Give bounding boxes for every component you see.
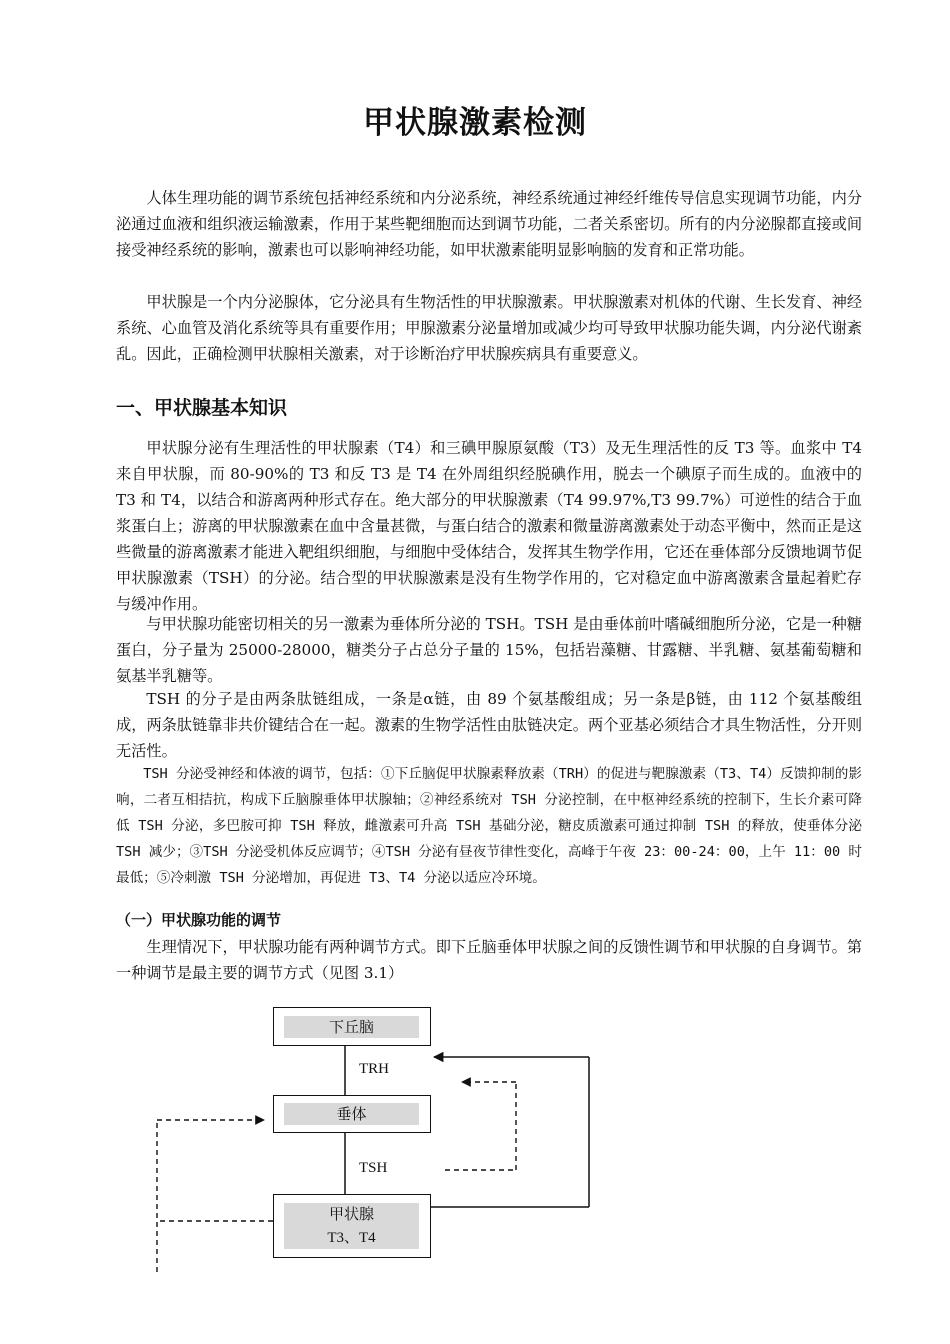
- thyroid-label: 甲状腺: [328, 1205, 374, 1223]
- section-heading: 一、甲状腺基本知识: [116, 397, 288, 419]
- pituitary-box: [273, 1095, 431, 1133]
- intro-paragraph-1: 人体生理功能的调节系统包括神经系统和内分泌系统，神经系统通过神经纤维传导信息实现调节功能，内分泌通过血液和组织液运输激素，作用于某些靶细胞而达到调节功能，二者关系密切。所有的内分泌腺都直接或间接受神经系统的影响，激素也可以影响神经功能，如甲状激素能明显影响脑的发育和正常功能。: [116, 189, 862, 259]
- pituitary-label: 垂体: [284, 1103, 419, 1125]
- subsection-heading: （一）甲状腺功能的调节: [116, 911, 282, 929]
- thyroid-hormones-label: T3、T4: [327, 1230, 376, 1246]
- thyroid-box: [273, 1194, 431, 1258]
- hypothalamus-box: [273, 1007, 431, 1046]
- body-paragraph-2: 与甲状腺功能密切相关的另一激素为垂体所分泌的 TSH。TSH 是由垂体前叶嗜碱细胞所分泌，它是一种糖蛋白，分子量为 25000-28000，糖类分子占总分子量的 15%，包括岩藻糖、甘露糖、半乳糖、氨基葡萄糖和氨基半乳糖等。: [116, 615, 862, 685]
- trh-label: TRH: [359, 1061, 389, 1077]
- hypothalamus-label: 下丘脑: [284, 1016, 419, 1038]
- subsection-paragraph: 生理情况下，甲状腺功能有两种调节方式。即下丘脑垂体甲状腺之间的反馈性调节和甲状腺的自身调节。第一种调节是最主要的调节方式（见图 3.1）: [116, 938, 862, 982]
- body-paragraph-1: 甲状腺分泌有生理活性的甲状腺素（T4）和三碘甲腺原氨酸（T3）及无生理活性的反 T3 等。血浆中 T4 来自甲状腺，而 80-90%的 T3 和反 T3 是 T4 在外周组织经脱碘作用，脱去一个碘原子而生成的。血液中的 T3 和 T4，以结合和游离两种形式存在。绝大部分的甲状腺激素（T4 99.97%,T3 99.7%）可逆性的结合于血浆蛋白上；游离的甲状腺激素在血中含量甚微，与蛋白结合的激素和微量游离激素处于动态平衡中，然而正是这些微量的游离激素才能进入靶组织细胞，与细胞中受体结合，发挥其生物学作用，它还在垂体部分反馈地调节促甲状腺激素（TSH）的分泌。结合型的甲状腺激素是没有生物学作用的，它对稳定血中游离激素含量起着贮存与缓冲作用。: [116, 439, 862, 613]
- tsh-label: TSH: [359, 1160, 388, 1176]
- body-paragraph-3: TSH 的分子是由两条肽链组成，一条是α链，由 89 个氨基酸组成；另一条是β链，由 112 个氨基酸组成，两条肽链靠非共价键结合在一起。激素的生物学活性由肽链决定。两个亚基必须结合才具生物活性，分开则无活性。: [116, 690, 862, 760]
- thyroid-content: [284, 1203, 419, 1249]
- body-paragraph-4: TSH 分泌受神经和体液的调节，包括：①下丘脑促甲状腺素释放素（TRH）的促进与靶腺激素（T3、T4）反馈抑制的影响，二者互相拮抗，构成下丘脑腺垂体甲状腺轴；②神经系统对 TSH 分泌控制，在中枢神经系统的控制下，生长介素可降低 TSH 分泌，多巴胺可抑 TSH 释放，雌激素可升高 TSH 基础分泌，糖皮质激素可通过抑制 TSH 的释放，使垂体分泌 TSH 减少；③TSH 分泌受机体反应调节；④TSH 分泌有昼夜节律性变化，高峰于午夜 23：00-24：00，上午 11：00 时最低；⑤冷刺激 TSH 分泌增加，再促进 T3、T4 分泌以适应冷环境。: [116, 766, 862, 886]
- intro-paragraph-2: 甲状腺是一个内分泌腺体，它分泌具有生物活性的甲状腺激素。甲状腺激素对机体的代谢、生长发育、神经系统、心血管及消化系统等具有重要作用；甲腺激素分泌量增加或减少均可导致甲状腺功能失调，内分泌代谢紊乱。因此，正确检测甲状腺相关激素，对于诊断治疗甲状腺疾病具有重要意义。: [116, 293, 862, 363]
- page-title: 甲状腺激素检测: [363, 104, 587, 141]
